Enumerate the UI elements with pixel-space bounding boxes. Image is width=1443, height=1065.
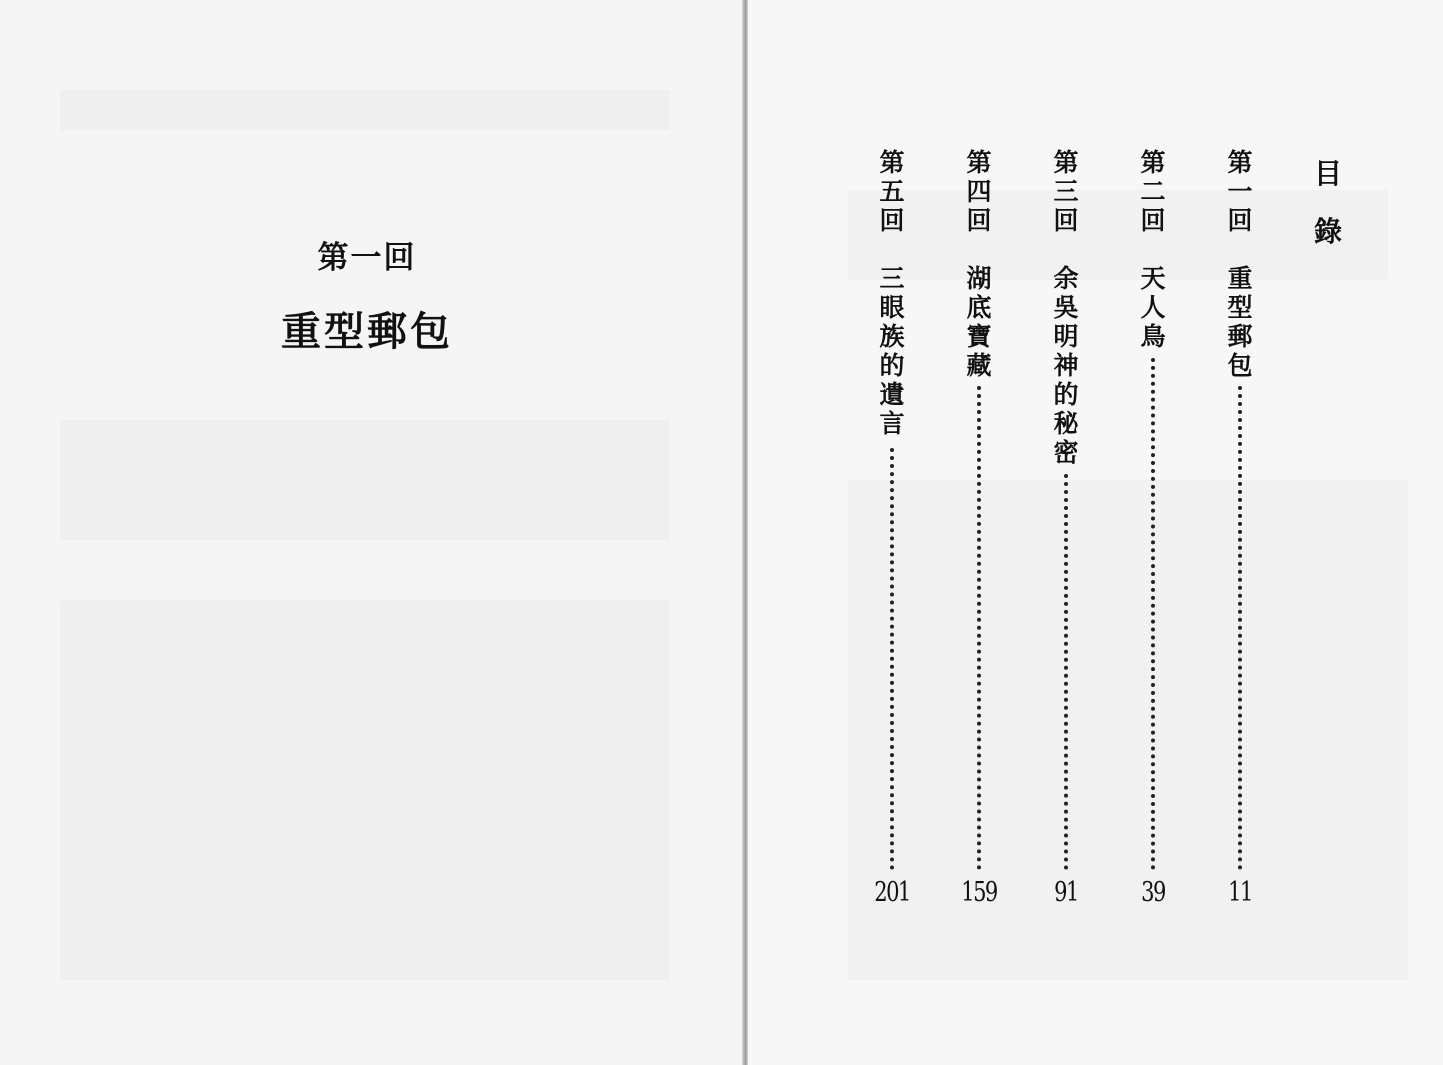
- toc-entry-1: [1224, 148, 1256, 908]
- toc-entry-label: 第四回: [966, 148, 992, 235]
- toc-entry-2: [1137, 148, 1169, 908]
- toc-entry-label: 第一回: [1227, 148, 1253, 235]
- toc-heading-char: 錄: [1313, 215, 1342, 248]
- toc-entry-page: 159: [961, 877, 997, 908]
- toc-entry-page: 91: [1054, 877, 1078, 908]
- toc-entry-label: 第三回: [1053, 148, 1079, 235]
- toc-entry-title: 湖底寶藏: [966, 264, 992, 380]
- toc-entry-4: [963, 148, 995, 908]
- chapter-title: 重型郵包: [281, 309, 453, 355]
- dot-leader: [977, 386, 981, 870]
- toc-entry-title: 三眼族的遺言: [879, 264, 905, 438]
- toc-entry-3: [1050, 148, 1082, 908]
- toc-entry-title: 余吳明神的秘密: [1053, 264, 1079, 467]
- toc-entry-title: 重型郵包: [1227, 264, 1253, 380]
- toc-heading: [1310, 145, 1346, 261]
- toc-entry-title: 天人鳥: [1140, 264, 1166, 351]
- toc-entry-page: 201: [874, 877, 910, 908]
- toc-entry-label: 第二回: [1140, 148, 1166, 235]
- dot-leader: [890, 448, 894, 870]
- dot-leader: [1151, 358, 1155, 870]
- dot-leader: [1238, 386, 1242, 870]
- toc-entry-page: 39: [1141, 877, 1165, 908]
- toc-entry-page: 11: [1228, 877, 1252, 908]
- toc-heading-char: 目: [1313, 157, 1342, 190]
- toc-entry-label: 第五回: [879, 148, 905, 235]
- chapter-number: 第一回: [317, 240, 417, 276]
- toc-entry-5: [876, 148, 908, 908]
- dot-leader: [1064, 474, 1068, 870]
